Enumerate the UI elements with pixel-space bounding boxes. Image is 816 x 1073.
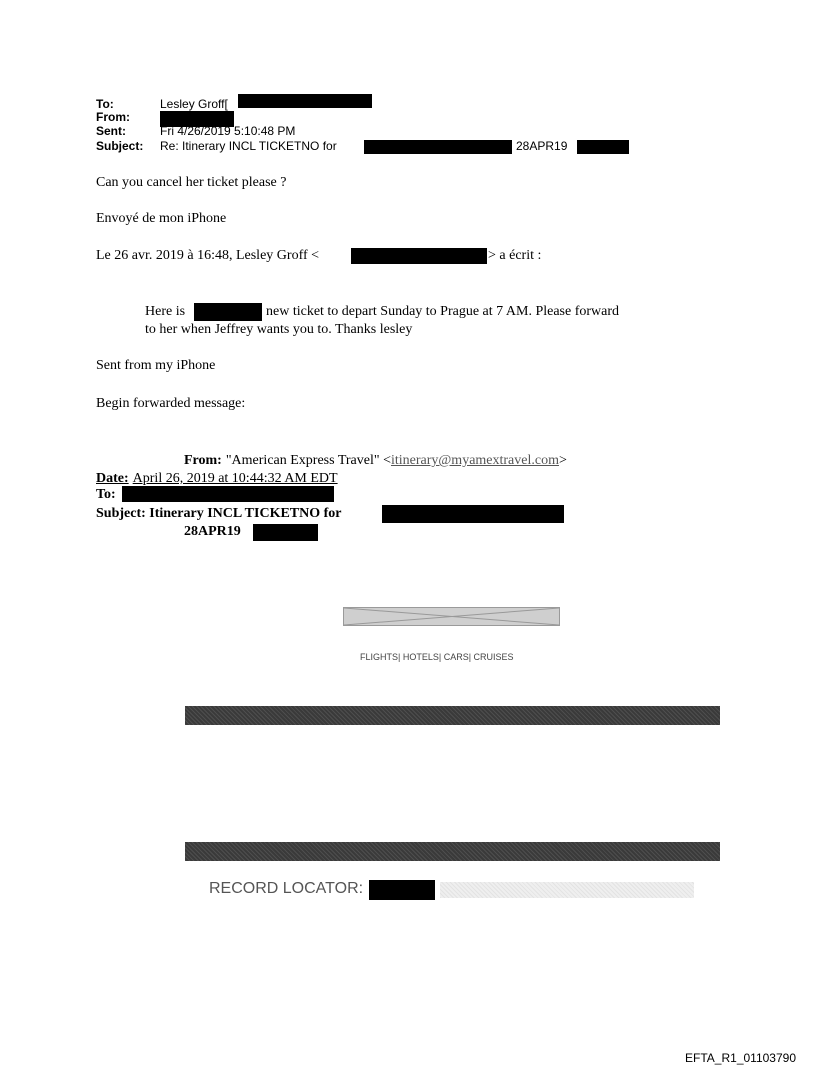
quote-line1-prefix: Here is — [145, 304, 186, 319]
redaction-box — [382, 505, 564, 523]
redaction-box — [253, 524, 318, 541]
fwd-from-close: > — [558, 453, 567, 468]
redacted-bar-top — [185, 706, 720, 725]
fwd-from-name: "American Express Travel" < — [225, 453, 391, 468]
subject-label: Subject: — [96, 139, 144, 153]
subject-value: Re: Itinerary INCL TICKETNO for — [160, 139, 337, 153]
document-id: EFTA_R1_01103790 — [685, 1051, 796, 1065]
fwd-to-label: To: — [96, 487, 116, 502]
sent-from-iphone: Sent from my iPhone — [96, 358, 216, 373]
redaction-box — [577, 140, 629, 154]
fwd-from-label: From: — [184, 453, 222, 468]
fwd-from-line — [184, 451, 567, 469]
quote-line1-suffix: new ticket to depart Sunday to Prague at 7 AM. Please forward — [266, 304, 620, 319]
broken-image-placeholder — [343, 607, 560, 626]
fwd-date-line — [96, 469, 338, 487]
fwd-date-label: Date: — [96, 471, 129, 486]
redaction-box — [194, 303, 262, 321]
to-value: Lesley Groff[ — [160, 97, 228, 111]
subject-date: 28APR19 — [516, 139, 568, 153]
fwd-subject-date: 28APR19 — [184, 524, 241, 539]
fwd-from-email-link[interactable]: itinerary@myamextravel.com — [390, 453, 559, 468]
redaction-box — [369, 880, 435, 900]
quote-intro-suffix: > a écrit : — [488, 248, 542, 263]
quote-line2: to her when Jeffrey wants you to. Thanks lesley — [145, 322, 413, 337]
redaction-box — [351, 248, 487, 264]
quote-intro-prefix: Le 26 avr. 2019 à 16:48, Lesley Groff < — [96, 248, 320, 263]
sent-value: Fri 4/26/2019 5:10:48 PM — [160, 124, 296, 138]
body-line-cancel: Can you cancel her ticket please ? — [96, 175, 287, 190]
sent-label: Sent: — [96, 124, 126, 138]
record-locator-label: RECORD LOCATOR: — [209, 880, 364, 897]
fwd-date-value: April 26, 2019 at 10:44:32 AM EDT — [132, 471, 338, 486]
redaction-box — [364, 140, 512, 154]
body-line-envoye: Envoyé de mon iPhone — [96, 211, 227, 226]
redacted-bar-bottom — [185, 842, 720, 861]
broken-image-icon — [344, 608, 559, 625]
redaction-box — [238, 94, 372, 108]
begin-forwarded: Begin forwarded message: — [96, 396, 246, 411]
record-locator-field — [440, 882, 694, 898]
fwd-subject-label: Subject: Itinerary INCL TICKETNO for — [96, 506, 342, 521]
redaction-box — [122, 486, 334, 502]
nav-links[interactable]: FLIGHTS| HOTELS| CARS| CRUISES — [360, 652, 514, 662]
from-label: From: — [96, 110, 130, 124]
to-label: To: — [96, 97, 114, 111]
